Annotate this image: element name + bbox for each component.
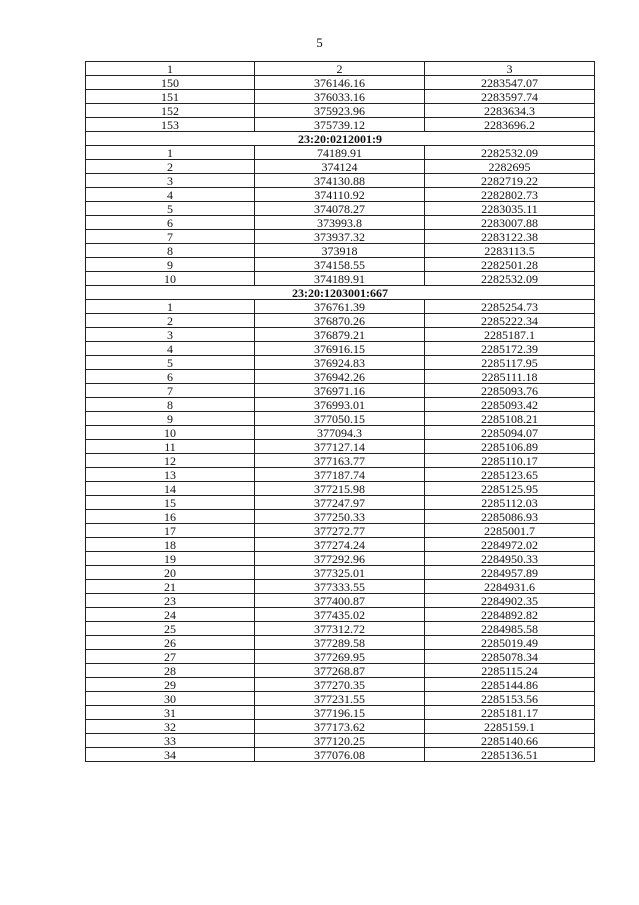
point-number-cell: 3 bbox=[86, 174, 255, 188]
y-coordinate-cell: 2285136.51 bbox=[425, 748, 595, 762]
x-coordinate-cell: 376761.39 bbox=[255, 300, 425, 314]
point-number-cell: 4 bbox=[86, 342, 255, 356]
x-coordinate-cell: 376879.21 bbox=[255, 328, 425, 342]
y-coordinate-cell: 2285093.42 bbox=[425, 398, 595, 412]
cadastral-number: 23:20:1203001:667 bbox=[86, 286, 595, 300]
x-coordinate-cell: 374078.27 bbox=[255, 202, 425, 216]
point-number-cell: 6 bbox=[86, 216, 255, 230]
point-number-cell: 28 bbox=[86, 664, 255, 678]
point-number-cell: 15 bbox=[86, 496, 255, 510]
y-coordinate-cell: 2285086.93 bbox=[425, 510, 595, 524]
table-row bbox=[86, 622, 595, 636]
x-coordinate-cell: 377231.55 bbox=[255, 692, 425, 706]
y-coordinate-cell: 2285110.17 bbox=[425, 454, 595, 468]
table-row bbox=[86, 580, 595, 594]
table-row bbox=[86, 328, 595, 342]
point-number-cell: 26 bbox=[86, 636, 255, 650]
y-coordinate-cell: 2285144.86 bbox=[425, 678, 595, 692]
x-coordinate-cell: 374110.92 bbox=[255, 188, 425, 202]
table-row bbox=[86, 468, 595, 482]
x-coordinate-cell: 377270.35 bbox=[255, 678, 425, 692]
table-row bbox=[86, 216, 595, 230]
point-number-cell: 11 bbox=[86, 440, 255, 454]
x-coordinate-cell: 377187.74 bbox=[255, 468, 425, 482]
y-coordinate-cell: 2285078.34 bbox=[425, 650, 595, 664]
x-coordinate-cell: 376916.15 bbox=[255, 342, 425, 356]
table-row bbox=[86, 678, 595, 692]
point-number-cell: 17 bbox=[86, 524, 255, 538]
table-row bbox=[86, 496, 595, 510]
table-row bbox=[86, 230, 595, 244]
point-number-cell: 18 bbox=[86, 538, 255, 552]
x-coordinate-cell: 74189.91 bbox=[255, 146, 425, 160]
table-row bbox=[86, 146, 595, 160]
x-coordinate-cell: 376033.16 bbox=[255, 90, 425, 104]
point-number-cell: 29 bbox=[86, 678, 255, 692]
point-number-cell: 150 bbox=[86, 76, 255, 90]
x-coordinate-cell: 374130.88 bbox=[255, 174, 425, 188]
y-coordinate-cell: 2285106.89 bbox=[425, 440, 595, 454]
table-row bbox=[86, 748, 595, 762]
header-cell-x: 2 bbox=[255, 62, 425, 76]
point-number-cell: 1 bbox=[86, 146, 255, 160]
y-coordinate-cell: 2283634.3 bbox=[425, 104, 595, 118]
point-number-cell: 5 bbox=[86, 356, 255, 370]
table-row bbox=[86, 440, 595, 454]
table-row bbox=[86, 636, 595, 650]
table-row bbox=[86, 538, 595, 552]
x-coordinate-cell: 377050.15 bbox=[255, 412, 425, 426]
cadastral-number: 23:20:0212001:9 bbox=[86, 132, 595, 146]
point-number-cell: 1 bbox=[86, 300, 255, 314]
table-row bbox=[86, 608, 595, 622]
y-coordinate-cell: 2285093.76 bbox=[425, 384, 595, 398]
y-coordinate-cell: 2285094.07 bbox=[425, 426, 595, 440]
point-number-cell: 152 bbox=[86, 104, 255, 118]
x-coordinate-cell: 377292.96 bbox=[255, 552, 425, 566]
x-coordinate-cell: 376993.01 bbox=[255, 398, 425, 412]
y-coordinate-cell: 2283122.38 bbox=[425, 230, 595, 244]
point-number-cell: 9 bbox=[86, 258, 255, 272]
point-number-cell: 2 bbox=[86, 160, 255, 174]
x-coordinate-cell: 376924.83 bbox=[255, 356, 425, 370]
y-coordinate-cell: 2284950.33 bbox=[425, 552, 595, 566]
y-coordinate-cell: 2282802.73 bbox=[425, 188, 595, 202]
x-coordinate-cell: 376942.26 bbox=[255, 370, 425, 384]
y-coordinate-cell: 2282695 bbox=[425, 160, 595, 174]
y-coordinate-cell: 2285153.56 bbox=[425, 692, 595, 706]
y-coordinate-cell: 2284892.82 bbox=[425, 608, 595, 622]
point-number-cell: 6 bbox=[86, 370, 255, 384]
x-coordinate-cell: 377163.77 bbox=[255, 454, 425, 468]
table-row bbox=[86, 412, 595, 426]
point-number-cell: 30 bbox=[86, 692, 255, 706]
table-row bbox=[86, 76, 595, 90]
x-coordinate-cell: 377269.95 bbox=[255, 650, 425, 664]
x-coordinate-cell: 373937.32 bbox=[255, 230, 425, 244]
x-coordinate-cell: 377247.97 bbox=[255, 496, 425, 510]
table-row bbox=[86, 426, 595, 440]
point-number-cell: 10 bbox=[86, 272, 255, 286]
header-cell-y: 3 bbox=[425, 62, 595, 76]
x-coordinate-cell: 377268.87 bbox=[255, 664, 425, 678]
x-coordinate-cell: 377435.02 bbox=[255, 608, 425, 622]
y-coordinate-cell: 2285115.24 bbox=[425, 664, 595, 678]
table-row bbox=[86, 342, 595, 356]
x-coordinate-cell: 377120.25 bbox=[255, 734, 425, 748]
table-row bbox=[86, 720, 595, 734]
y-coordinate-cell: 2282719.22 bbox=[425, 174, 595, 188]
table-row bbox=[86, 552, 595, 566]
point-number-cell: 20 bbox=[86, 566, 255, 580]
table-row bbox=[86, 664, 595, 678]
table-row bbox=[86, 384, 595, 398]
section-header-row bbox=[86, 132, 595, 146]
x-coordinate-cell: 375923.96 bbox=[255, 104, 425, 118]
point-number-cell: 13 bbox=[86, 468, 255, 482]
y-coordinate-cell: 2283696.2 bbox=[425, 118, 595, 132]
table-row bbox=[86, 174, 595, 188]
table-row bbox=[86, 258, 595, 272]
point-number-cell: 8 bbox=[86, 398, 255, 412]
x-coordinate-cell: 377196.15 bbox=[255, 706, 425, 720]
table-row bbox=[86, 356, 595, 370]
table-row bbox=[86, 272, 595, 286]
y-coordinate-cell: 2285111.18 bbox=[425, 370, 595, 384]
x-coordinate-cell: 376146.16 bbox=[255, 76, 425, 90]
y-coordinate-cell: 2285254.73 bbox=[425, 300, 595, 314]
table-body bbox=[86, 62, 595, 762]
x-coordinate-cell: 373918 bbox=[255, 244, 425, 258]
y-coordinate-cell: 2285187.1 bbox=[425, 328, 595, 342]
page-number: 5 bbox=[316, 35, 323, 50]
table-header-row bbox=[86, 62, 595, 76]
point-number-cell: 27 bbox=[86, 650, 255, 664]
y-coordinate-cell: 2285172.39 bbox=[425, 342, 595, 356]
point-number-cell: 4 bbox=[86, 188, 255, 202]
y-coordinate-cell: 2285140.66 bbox=[425, 734, 595, 748]
table-row bbox=[86, 90, 595, 104]
point-number-cell: 12 bbox=[86, 454, 255, 468]
coordinates-table bbox=[85, 61, 595, 762]
point-number-cell: 9 bbox=[86, 412, 255, 426]
x-coordinate-cell: 374189.91 bbox=[255, 272, 425, 286]
table-row bbox=[86, 300, 595, 314]
x-coordinate-cell: 377289.58 bbox=[255, 636, 425, 650]
table-row bbox=[86, 370, 595, 384]
y-coordinate-cell: 2283597.74 bbox=[425, 90, 595, 104]
point-number-cell: 2 bbox=[86, 314, 255, 328]
x-coordinate-cell: 377127.14 bbox=[255, 440, 425, 454]
y-coordinate-cell: 2282532.09 bbox=[425, 272, 595, 286]
table-row bbox=[86, 398, 595, 412]
x-coordinate-cell: 377333.55 bbox=[255, 580, 425, 594]
x-coordinate-cell: 376971.16 bbox=[255, 384, 425, 398]
table-row bbox=[86, 482, 595, 496]
point-number-cell: 153 bbox=[86, 118, 255, 132]
y-coordinate-cell: 2282501.28 bbox=[425, 258, 595, 272]
x-coordinate-cell: 377215.98 bbox=[255, 482, 425, 496]
table-row bbox=[86, 314, 595, 328]
y-coordinate-cell: 2285019.49 bbox=[425, 636, 595, 650]
y-coordinate-cell: 2285117.95 bbox=[425, 356, 595, 370]
point-number-cell: 31 bbox=[86, 706, 255, 720]
point-number-cell: 151 bbox=[86, 90, 255, 104]
point-number-cell: 25 bbox=[86, 622, 255, 636]
table-row bbox=[86, 566, 595, 580]
point-number-cell: 10 bbox=[86, 426, 255, 440]
x-coordinate-cell: 377274.24 bbox=[255, 538, 425, 552]
point-number-cell: 24 bbox=[86, 608, 255, 622]
table-row bbox=[86, 594, 595, 608]
table-row bbox=[86, 454, 595, 468]
x-coordinate-cell: 377094.3 bbox=[255, 426, 425, 440]
point-number-cell: 3 bbox=[86, 328, 255, 342]
section-header-row bbox=[86, 286, 595, 300]
table-row bbox=[86, 510, 595, 524]
table-row bbox=[86, 706, 595, 720]
y-coordinate-cell: 2285125.95 bbox=[425, 482, 595, 496]
x-coordinate-cell: 377400.87 bbox=[255, 594, 425, 608]
point-number-cell: 5 bbox=[86, 202, 255, 216]
y-coordinate-cell: 2284972.02 bbox=[425, 538, 595, 552]
y-coordinate-cell: 2284931.6 bbox=[425, 580, 595, 594]
x-coordinate-cell: 377173.62 bbox=[255, 720, 425, 734]
point-number-cell: 21 bbox=[86, 580, 255, 594]
x-coordinate-cell: 377076.08 bbox=[255, 748, 425, 762]
point-number-cell: 33 bbox=[86, 734, 255, 748]
point-number-cell: 34 bbox=[86, 748, 255, 762]
point-number-cell: 16 bbox=[86, 510, 255, 524]
table-row bbox=[86, 244, 595, 258]
x-coordinate-cell: 375739.12 bbox=[255, 118, 425, 132]
y-coordinate-cell: 2285112.03 bbox=[425, 496, 595, 510]
x-coordinate-cell: 377250.33 bbox=[255, 510, 425, 524]
table-row bbox=[86, 650, 595, 664]
y-coordinate-cell: 2284902.35 bbox=[425, 594, 595, 608]
y-coordinate-cell: 2283035.11 bbox=[425, 202, 595, 216]
table-row bbox=[86, 188, 595, 202]
table-row bbox=[86, 524, 595, 538]
x-coordinate-cell: 377312.72 bbox=[255, 622, 425, 636]
table-row bbox=[86, 692, 595, 706]
x-coordinate-cell: 377272.77 bbox=[255, 524, 425, 538]
x-coordinate-cell: 376870.26 bbox=[255, 314, 425, 328]
point-number-cell: 14 bbox=[86, 482, 255, 496]
y-coordinate-cell: 2283547.07 bbox=[425, 76, 595, 90]
point-number-cell: 19 bbox=[86, 552, 255, 566]
y-coordinate-cell: 2285123.65 bbox=[425, 468, 595, 482]
y-coordinate-cell: 2285159.1 bbox=[425, 720, 595, 734]
y-coordinate-cell: 2284985.58 bbox=[425, 622, 595, 636]
y-coordinate-cell: 2284957.89 bbox=[425, 566, 595, 580]
point-number-cell: 7 bbox=[86, 384, 255, 398]
x-coordinate-cell: 374158.55 bbox=[255, 258, 425, 272]
x-coordinate-cell: 377325.01 bbox=[255, 566, 425, 580]
table-row bbox=[86, 104, 595, 118]
point-number-cell: 23 bbox=[86, 594, 255, 608]
y-coordinate-cell: 2283113.5 bbox=[425, 244, 595, 258]
header-cell-point: 1 bbox=[86, 62, 255, 76]
y-coordinate-cell: 2283007.88 bbox=[425, 216, 595, 230]
table-row bbox=[86, 160, 595, 174]
y-coordinate-cell: 2285001.7 bbox=[425, 524, 595, 538]
table-row bbox=[86, 118, 595, 132]
point-number-cell: 7 bbox=[86, 230, 255, 244]
y-coordinate-cell: 2285108.21 bbox=[425, 412, 595, 426]
x-coordinate-cell: 373993.8 bbox=[255, 216, 425, 230]
point-number-cell: 32 bbox=[86, 720, 255, 734]
table-row bbox=[86, 734, 595, 748]
x-coordinate-cell: 374124 bbox=[255, 160, 425, 174]
y-coordinate-cell: 2282532.09 bbox=[425, 146, 595, 160]
y-coordinate-cell: 2285222.34 bbox=[425, 314, 595, 328]
table-row bbox=[86, 202, 595, 216]
y-coordinate-cell: 2285181.17 bbox=[425, 706, 595, 720]
point-number-cell: 8 bbox=[86, 244, 255, 258]
